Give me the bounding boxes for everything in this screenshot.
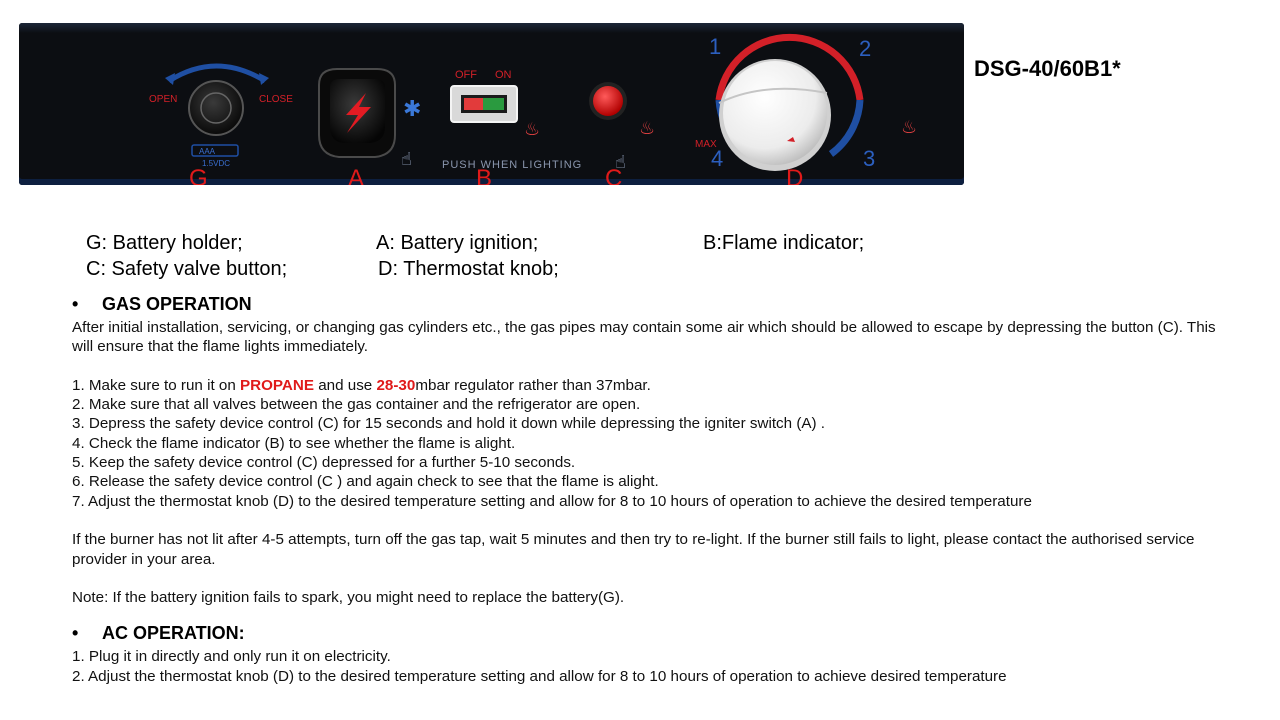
letter-d: D xyxy=(786,165,804,185)
dial-number-2: 2 xyxy=(859,36,872,61)
open-label: OPEN xyxy=(149,94,178,105)
gas-step-2: 2. Make sure that all valves between the gas container and the refrigerator are open. xyxy=(72,396,641,414)
push-when-lighting: PUSH WHEN LIGHTING xyxy=(442,159,583,171)
dial-number-3: 3 xyxy=(863,146,876,171)
gas-operation-heading xyxy=(72,292,1232,316)
flame-icon-d: ♨ xyxy=(901,117,918,137)
legend-d: D: Thermostat knob; xyxy=(378,258,559,280)
flame-icon-b: ♨ xyxy=(524,119,541,139)
dial-number-4: 4 xyxy=(711,146,724,171)
step1-text-e: mbar regulator rather than 37mbar. xyxy=(415,376,651,394)
ignition-button xyxy=(319,69,395,157)
propane-highlight: PROPANE xyxy=(240,376,314,394)
arc-arrow-left-icon xyxy=(165,73,175,85)
ac-step-1: 1. Plug it in directly and only run it on electricity. xyxy=(72,648,391,666)
model-number: DSG-40/60B1* xyxy=(974,56,1121,81)
battery-cap xyxy=(189,81,243,135)
gas-step-5: 5. Keep the safety device control (C) depressed for a further 5-10 seconds. xyxy=(72,454,576,472)
gas-step-4: 4. Check the flame indicator (B) to see whether the flame is alight. xyxy=(72,434,516,452)
ac-operation-heading xyxy=(72,621,1232,645)
gas-step-1 xyxy=(72,376,1232,395)
off-label: OFF xyxy=(455,69,477,81)
legend-a: A: Battery ignition; xyxy=(376,232,539,254)
on-label: ON xyxy=(495,69,512,81)
battery-voltage: 1.5VDC xyxy=(202,159,231,168)
gas-step-3: 3. Depress the safety device control (C) for 15 seconds and hold it down while depressing the igniter switch (A) . xyxy=(72,415,825,433)
letter-a: A xyxy=(348,165,365,185)
control-panel-graphic xyxy=(19,23,964,185)
letter-c: C xyxy=(605,165,623,185)
snowflake-icon: ✱ xyxy=(403,96,422,121)
push-hand-icon: ☝ xyxy=(401,149,412,169)
thermostat-knob xyxy=(723,61,827,165)
max-label: MAX xyxy=(695,139,717,150)
battery-note: Note: If the battery ignition fails to spark, you might need to replace the battery(G). xyxy=(72,589,625,607)
thermostat-arc-cold xyxy=(831,100,860,154)
burner-note: If the burner has not lit after 4-5 attempts, turn off the gas tap, wait 5 minutes and then try to re-light. If the burner still fails to light, please contact the authorised service provider in your area. xyxy=(72,531,1195,568)
legend-b: B:Flame indicator; xyxy=(703,232,865,254)
gas-step-7: 7. Adjust the thermostat knob (D) to the desired temperature setting and allow for 8 to 10 hours of operation to achieve the desired temperature xyxy=(72,492,1032,510)
flame-indicator xyxy=(451,86,517,122)
instructions xyxy=(72,292,1232,686)
flame-icon-c: ♨ xyxy=(639,118,656,138)
ac-step-2: 2. Adjust the thermostat knob (D) to the desired temperature setting and allow for 8 to 10 hours of operation to achieve desired temperature xyxy=(72,667,1007,685)
open-close-arc xyxy=(169,66,265,81)
legend-g: G: Battery holder; xyxy=(86,232,243,254)
dial-number-1: 1 xyxy=(709,34,722,59)
gas-intro: After initial installation, servicing, or changing gas cylinders etc., the gas pipes may contain some air which should be allowed to escape by depressing the button (C). This will ensure that the flame lights immediately. xyxy=(72,319,1216,356)
gas-step-6: 6. Release the safety device control (C ) and again check to see that the flame is alight. xyxy=(72,473,659,491)
pressure-highlight: 28-30 xyxy=(376,376,416,394)
step1-text-a: 1. Make sure to run it on xyxy=(72,376,240,394)
safety-valve-button xyxy=(593,86,623,116)
battery-type: AAA xyxy=(199,147,216,156)
arc-arrow-right-icon xyxy=(259,73,269,85)
gas-heading-text: GAS OPERATION xyxy=(102,294,252,314)
bullet: • xyxy=(72,294,79,314)
ac-heading-text: AC OPERATION: xyxy=(102,623,245,644)
legend-c: C: Safety valve button; xyxy=(86,258,288,280)
step1-text-c: and use xyxy=(313,376,377,394)
battery-holder xyxy=(165,66,269,156)
bullet: • xyxy=(72,623,79,644)
control-panel-image xyxy=(19,23,964,185)
close-label: CLOSE xyxy=(259,94,293,105)
push-hand-icon-c: ☝ xyxy=(615,152,626,172)
letter-g: G xyxy=(189,165,208,185)
letter-b: B xyxy=(476,165,493,185)
